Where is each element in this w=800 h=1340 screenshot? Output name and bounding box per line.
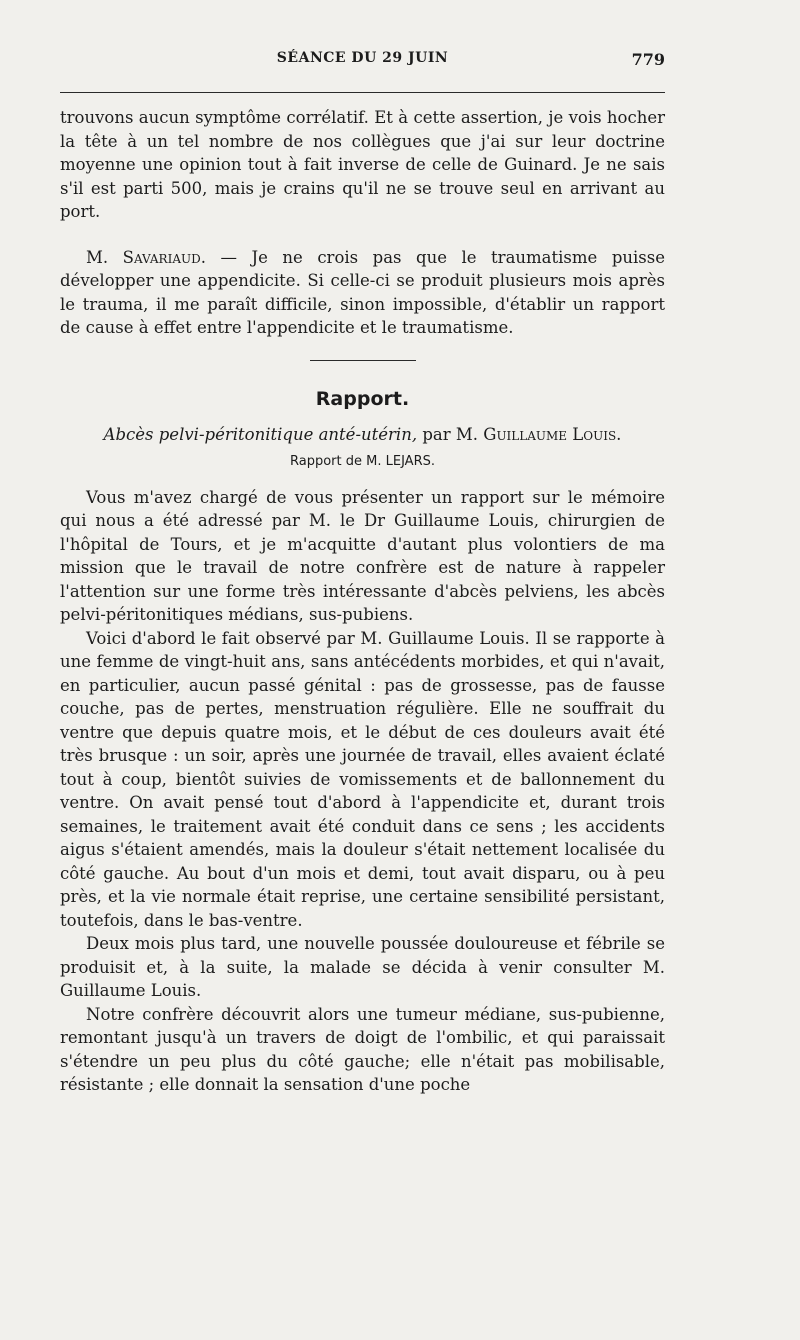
speaker-remark: — Je ne crois pas que le traumatisme puisse développer une appendicite. Si celle-ci se produit plusieurs mois après le trauma, il me paraît difficile, sinon impossible, d'établir un rapport de cause à effet entre l'appendicite et le traumatisme. (60, 247, 665, 337)
running-head-title: SÉANCE DU 29 JUIN (276, 50, 449, 66)
paragraph-savariaud (60, 246, 665, 340)
report-byline: Rapport de M. LEJARS. (290, 454, 435, 469)
report-subtitle (60, 423, 665, 447)
section-title: Rapport. (315, 387, 410, 410)
section-separator (310, 360, 416, 361)
report-paragraph-1: Vous m'avez chargé de vous présenter un rapport sur le mémoire qui nous a été adressé par M. le Dr Guillaume Louis, chirurgien de l'hôpital de Tours, et je m'acquitte d'autant plus volontiers de ma mission que le travail de notre confrère est de nature à rappeler l'attention sur une forme très intéressante d'abcès pelviens, les abcès pelvi-péritonitiques médians, sus-pubiens. (60, 487, 665, 624)
subtitle-author: Guillaume Louis. (483, 424, 622, 444)
report-paragraph-4: Notre confrère découvrit alors une tumeur médiane, sus-pubienne, remontant jusqu'à un travers de doigt de l'ombilic, et qui paraissait s'étendre un peu plus du côté gauche; elle n'était pas mobilisable, résistante ; elle donnait la sensation d'une poche (60, 1004, 665, 1094)
subtitle-topic: Abcès pelvi-péritonitique anté-utérin, (103, 424, 418, 444)
header-rule (60, 92, 665, 93)
page-number: 779 (631, 50, 665, 69)
report-paragraph-3: Deux mois plus tard, une nouvelle poussée douloureuse et fébrile se produisit et, à la suite, la malade se décida à venir consulter M. Guillaume Louis. (60, 934, 665, 1000)
report-paragraph-2: Voici d'abord le fait observé par M. Guillaume Louis. Il se rapporte à une femme de vingt-huit ans, sans antécédents morbides, et qui n'avait, en particulier, aucun passé génital : pas de grossesse, pas de fausse couche, pas de pertes, menstruation régulière. Elle ne souffrait du ventre que depuis quatre mois, et le début de ces douleurs avait été très brusque : un soir, après une journée de travail, elles avaient éclaté tout à coup, bientôt suivies de vomissements et de ballonnement du ventre. On avait pensé tout d'abord à l'appendicite et, durant trois semaines, le traitement avait été conduit dans ce sens ; les accidents aigus s'étaient amendés, mais la douleur s'était nettement localisée du côté gauche. Au bout d'un mois et demi, tout avait disparu, ou à peu près, et la vie normale était reprise, une certaine sensibilité persistant, toutefois, dans le bas-ventre. (60, 628, 665, 930)
subtitle-by: par M. (417, 424, 484, 444)
page-body (60, 106, 665, 1097)
speaker-name: M. Savariaud. (86, 247, 206, 267)
paragraph-continuation: trouvons aucun symptôme corrélatif. Et à cette assertion, je vois hocher la tête à un tel nombre de nos collègues que j'ai sur leur doctrine moyenne une opinion tout à fait inverse de celle de Guinard. Je ne sais s'il est parti 500, mais je crains qu'il ne se trouve seul en arrivant au port. (60, 108, 665, 221)
running-head (60, 50, 665, 74)
